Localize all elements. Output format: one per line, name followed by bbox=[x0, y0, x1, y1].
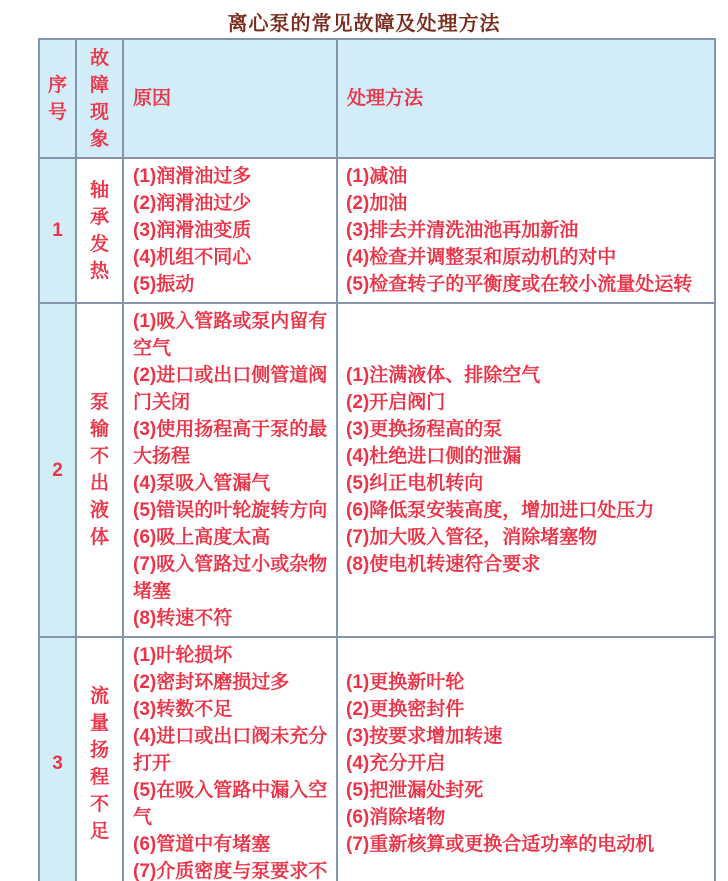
list-item: (6)降低泵安装高度，增加进口处压力 bbox=[346, 500, 655, 521]
list-item: (2)润滑油过少 bbox=[133, 193, 252, 214]
list-item: (5)振动 bbox=[133, 274, 195, 295]
table-row bbox=[39, 637, 715, 881]
header-remedy: 处理方法 bbox=[337, 39, 715, 158]
list-item: (3)使用扬程高于泵的最大扬程 bbox=[133, 419, 328, 467]
phenomenon-cell bbox=[76, 303, 123, 637]
list-item: (3)按要求增加转速 bbox=[346, 726, 503, 747]
table-header-row bbox=[39, 39, 715, 158]
list-item: (5)在吸入管路中漏入空气 bbox=[133, 780, 328, 828]
list-item: (2)密封环磨损过多 bbox=[133, 672, 290, 693]
header-no bbox=[39, 39, 76, 158]
page-title: 离心泵的常见故障及处理方法 bbox=[227, 13, 501, 35]
list-item: (4)充分开启 bbox=[346, 753, 446, 774]
header-phenomenon bbox=[76, 39, 123, 158]
row-number-cell: 3 bbox=[39, 637, 76, 881]
list-item: (4)泵吸入管漏气 bbox=[133, 473, 271, 494]
list-item: (6)消除堵物 bbox=[346, 807, 446, 828]
list-item: (2)开启阀门 bbox=[346, 392, 446, 413]
list-item: (3)更换扬程高的泵 bbox=[346, 419, 503, 440]
list-item: (7)介质密度与泵要求不 bbox=[133, 861, 328, 881]
list-item: (4)杜绝进口侧的泄漏 bbox=[346, 446, 522, 467]
fault-table bbox=[38, 38, 716, 881]
list-item: (5)纠正电机转向 bbox=[346, 473, 484, 494]
list-item: (5)把泄漏处封死 bbox=[346, 780, 484, 801]
list-item: (4)检查并调整泵和原动机的对中 bbox=[346, 247, 617, 268]
list-item: (3)排去并清洗油池再加新油 bbox=[346, 220, 579, 241]
list-item: (1)更换新叶轮 bbox=[346, 672, 465, 693]
list-item: (1)减油 bbox=[346, 166, 408, 187]
table-row bbox=[39, 158, 715, 303]
cause-list bbox=[123, 637, 337, 881]
cause-list bbox=[123, 158, 337, 303]
phenomenon-label: 流量扬程不足 bbox=[90, 685, 110, 842]
phenomenon-label: 泵输不出液体 bbox=[90, 392, 110, 548]
remedy-list bbox=[337, 158, 715, 303]
remedy-list bbox=[337, 303, 715, 637]
table-row bbox=[39, 303, 715, 637]
row-number-cell: 1 bbox=[39, 158, 76, 303]
list-item: (1)叶轮损坏 bbox=[133, 645, 233, 666]
phenomenon-cell bbox=[76, 637, 123, 881]
list-item: (5)检查转子的平衡度或在较小流量处运转 bbox=[346, 274, 693, 295]
list-item: (3)润滑油变质 bbox=[133, 220, 252, 241]
list-item: (7)吸入管路过小或杂物堵塞 bbox=[133, 554, 328, 602]
phenomenon-label: 轴承发热 bbox=[90, 179, 110, 282]
list-item: (2)加油 bbox=[346, 193, 408, 214]
list-item: (8)使电机转速符合要求 bbox=[346, 554, 541, 575]
header-phenomenon-label: 故障现象 bbox=[90, 47, 110, 150]
list-item: (7)加大吸入管径，消除堵塞物 bbox=[346, 527, 598, 548]
header-cause: 原因 bbox=[123, 39, 337, 158]
list-item: (1)吸入管路或泵内留有空气 bbox=[133, 311, 328, 359]
remedy-list bbox=[337, 637, 715, 881]
list-item: (6)管道中有堵塞 bbox=[133, 834, 271, 855]
list-item: (4)机组不同心 bbox=[133, 247, 252, 268]
list-item: (6)吸上高度太高 bbox=[133, 527, 271, 548]
list-item: (1)润滑油过多 bbox=[133, 166, 252, 187]
list-item: (4)进口或出口阀未充分打开 bbox=[133, 726, 328, 774]
list-item: (3)转数不足 bbox=[133, 699, 233, 720]
list-item: (1)注满液体、排除空气 bbox=[346, 365, 541, 386]
list-item: (8)转速不符 bbox=[133, 608, 233, 629]
list-item: (5)错误的叶轮旋转方向 bbox=[133, 500, 328, 521]
phenomenon-cell bbox=[76, 158, 123, 303]
list-item: (2)进口或出口侧管道阀门关闭 bbox=[133, 365, 328, 413]
row-number-cell: 2 bbox=[39, 303, 76, 637]
list-item: (7)重新核算或更换合适功率的电动机 bbox=[346, 834, 655, 855]
list-item: (2)更换密封件 bbox=[346, 699, 465, 720]
header-no-label: 序号 bbox=[48, 74, 68, 123]
cause-list bbox=[123, 303, 337, 637]
